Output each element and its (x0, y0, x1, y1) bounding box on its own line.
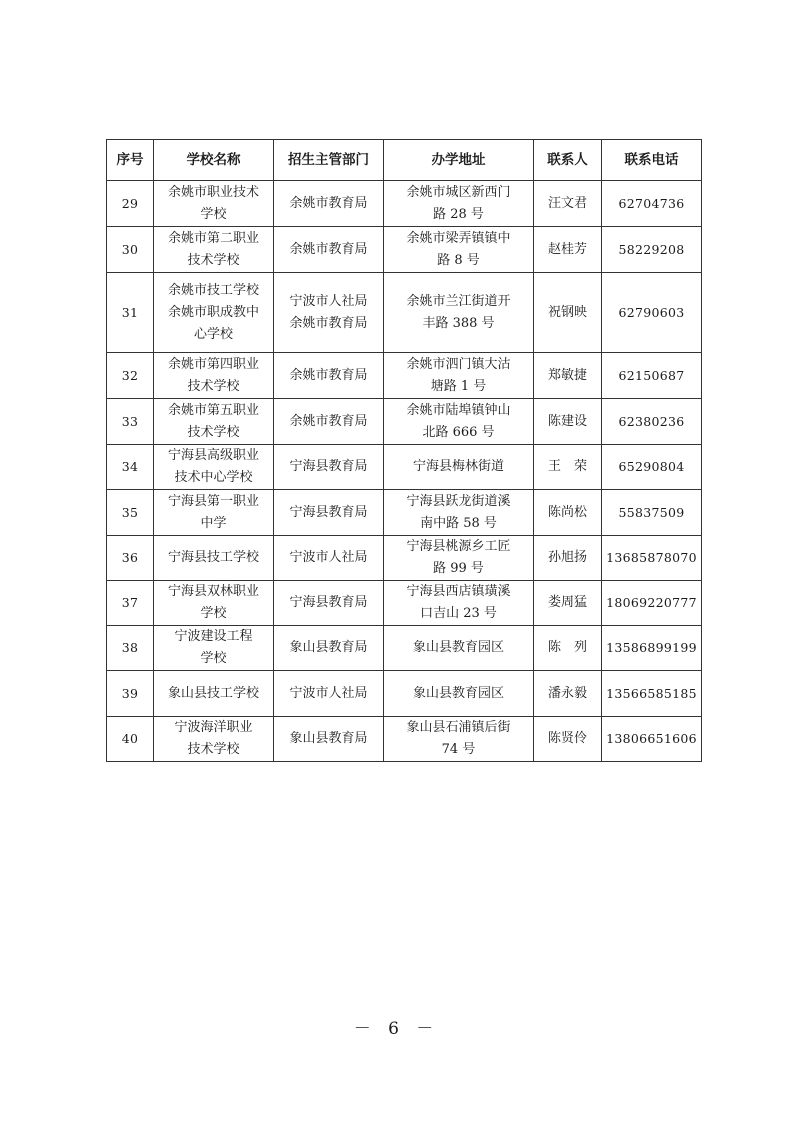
cell-contact: 汪文君 (534, 181, 602, 227)
cell-no: 29 (107, 181, 154, 227)
cell-phone: 62150687 (602, 353, 702, 399)
cell-school: 宁海县第一职业 中学 (154, 490, 274, 536)
cell-phone: 13566585185 (602, 671, 702, 717)
cell-address: 余姚市泗门镇大沽 塘路 1 号 (384, 353, 534, 399)
table-row (107, 181, 702, 227)
cell-no: 31 (107, 273, 154, 353)
header-dept: 招生主管部门 (274, 140, 384, 181)
cell-dept: 余姚市教育局 (274, 399, 384, 445)
schools-table (106, 139, 702, 762)
cell-no: 40 (107, 717, 154, 762)
cell-no: 36 (107, 536, 154, 581)
table-row (107, 717, 702, 762)
cell-school: 余姚市第二职业 技术学校 (154, 227, 274, 273)
table-row (107, 227, 702, 273)
cell-address: 宁海县西店镇璜溪 口吉山 23 号 (384, 581, 534, 626)
cell-phone: 55837509 (602, 490, 702, 536)
cell-dept: 宁海县教育局 (274, 490, 384, 536)
cell-school: 余姚市第四职业 技术学校 (154, 353, 274, 399)
cell-dept: 宁波市人社局 (274, 536, 384, 581)
cell-contact: 陈尚松 (534, 490, 602, 536)
cell-address: 余姚市兰江街道开 丰路 388 号 (384, 273, 534, 353)
cell-address: 象山县教育园区 (384, 626, 534, 671)
table-row (107, 581, 702, 626)
cell-contact: 郑敏捷 (534, 353, 602, 399)
cell-address: 象山县石浦镇后街 74 号 (384, 717, 534, 762)
header-address: 办学地址 (384, 140, 534, 181)
cell-phone: 13806651606 (602, 717, 702, 762)
table-row (107, 490, 702, 536)
cell-contact: 祝钢映 (534, 273, 602, 353)
cell-contact: 赵桂芳 (534, 227, 602, 273)
cell-dept: 宁波市人社局 (274, 671, 384, 717)
table-row (107, 536, 702, 581)
cell-address: 宁海县梅林街道 (384, 445, 534, 490)
cell-phone: 58229208 (602, 227, 702, 273)
table-row (107, 671, 702, 717)
cell-phone: 62380236 (602, 399, 702, 445)
header-phone: 联系电话 (602, 140, 702, 181)
header-contact: 联系人 (534, 140, 602, 181)
cell-address: 象山县教育园区 (384, 671, 534, 717)
cell-address: 宁海县跃龙街道溪 南中路 58 号 (384, 490, 534, 536)
cell-dept: 余姚市教育局 (274, 227, 384, 273)
cell-no: 39 (107, 671, 154, 717)
cell-phone: 18069220777 (602, 581, 702, 626)
cell-no: 33 (107, 399, 154, 445)
cell-phone: 13586899199 (602, 626, 702, 671)
table-header-row (107, 140, 702, 181)
cell-contact: 陈建设 (534, 399, 602, 445)
cell-school: 宁海县双林职业 学校 (154, 581, 274, 626)
table-row (107, 399, 702, 445)
cell-address: 余姚市梁弄镇镇中 路 8 号 (384, 227, 534, 273)
cell-address: 宁海县桃源乡工匠 路 99 号 (384, 536, 534, 581)
cell-dept: 象山县教育局 (274, 626, 384, 671)
table-row (107, 445, 702, 490)
cell-address: 余姚市陆埠镇钟山 北路 666 号 (384, 399, 534, 445)
cell-address: 余姚市城区新西门 路 28 号 (384, 181, 534, 227)
cell-contact: 王 荣 (534, 445, 602, 490)
cell-no: 38 (107, 626, 154, 671)
cell-school: 象山县技工学校 (154, 671, 274, 717)
cell-contact: 孙旭扬 (534, 536, 602, 581)
cell-phone: 62790603 (602, 273, 702, 353)
table-row (107, 626, 702, 671)
cell-dept: 象山县教育局 (274, 717, 384, 762)
cell-dept: 宁波市人社局 余姚市教育局 (274, 273, 384, 353)
cell-dept: 余姚市教育局 (274, 353, 384, 399)
cell-no: 37 (107, 581, 154, 626)
cell-school: 余姚市技工学校 余姚市职成教中 心学校 (154, 273, 274, 353)
cell-no: 35 (107, 490, 154, 536)
cell-contact: 潘永毅 (534, 671, 602, 717)
cell-school: 宁波海洋职业 技术学校 (154, 717, 274, 762)
cell-contact: 陈 列 (534, 626, 602, 671)
cell-dept: 余姚市教育局 (274, 181, 384, 227)
cell-contact: 娄周猛 (534, 581, 602, 626)
cell-phone: 13685878070 (602, 536, 702, 581)
page-number: － 6 － (353, 1019, 440, 1039)
header-no: 序号 (107, 140, 154, 181)
cell-school: 宁海县高级职业 技术中心学校 (154, 445, 274, 490)
header-school: 学校名称 (154, 140, 274, 181)
cell-contact: 陈贤伶 (534, 717, 602, 762)
cell-no: 30 (107, 227, 154, 273)
table-row (107, 273, 702, 353)
table-row (107, 353, 702, 399)
cell-school: 余姚市第五职业 技术学校 (154, 399, 274, 445)
cell-dept: 宁海县教育局 (274, 445, 384, 490)
cell-phone: 62704736 (602, 181, 702, 227)
cell-no: 34 (107, 445, 154, 490)
cell-school: 余姚市职业技术 学校 (154, 181, 274, 227)
cell-school: 宁海县技工学校 (154, 536, 274, 581)
cell-no: 32 (107, 353, 154, 399)
cell-phone: 65290804 (602, 445, 702, 490)
cell-school: 宁波建设工程 学校 (154, 626, 274, 671)
cell-dept: 宁海县教育局 (274, 581, 384, 626)
